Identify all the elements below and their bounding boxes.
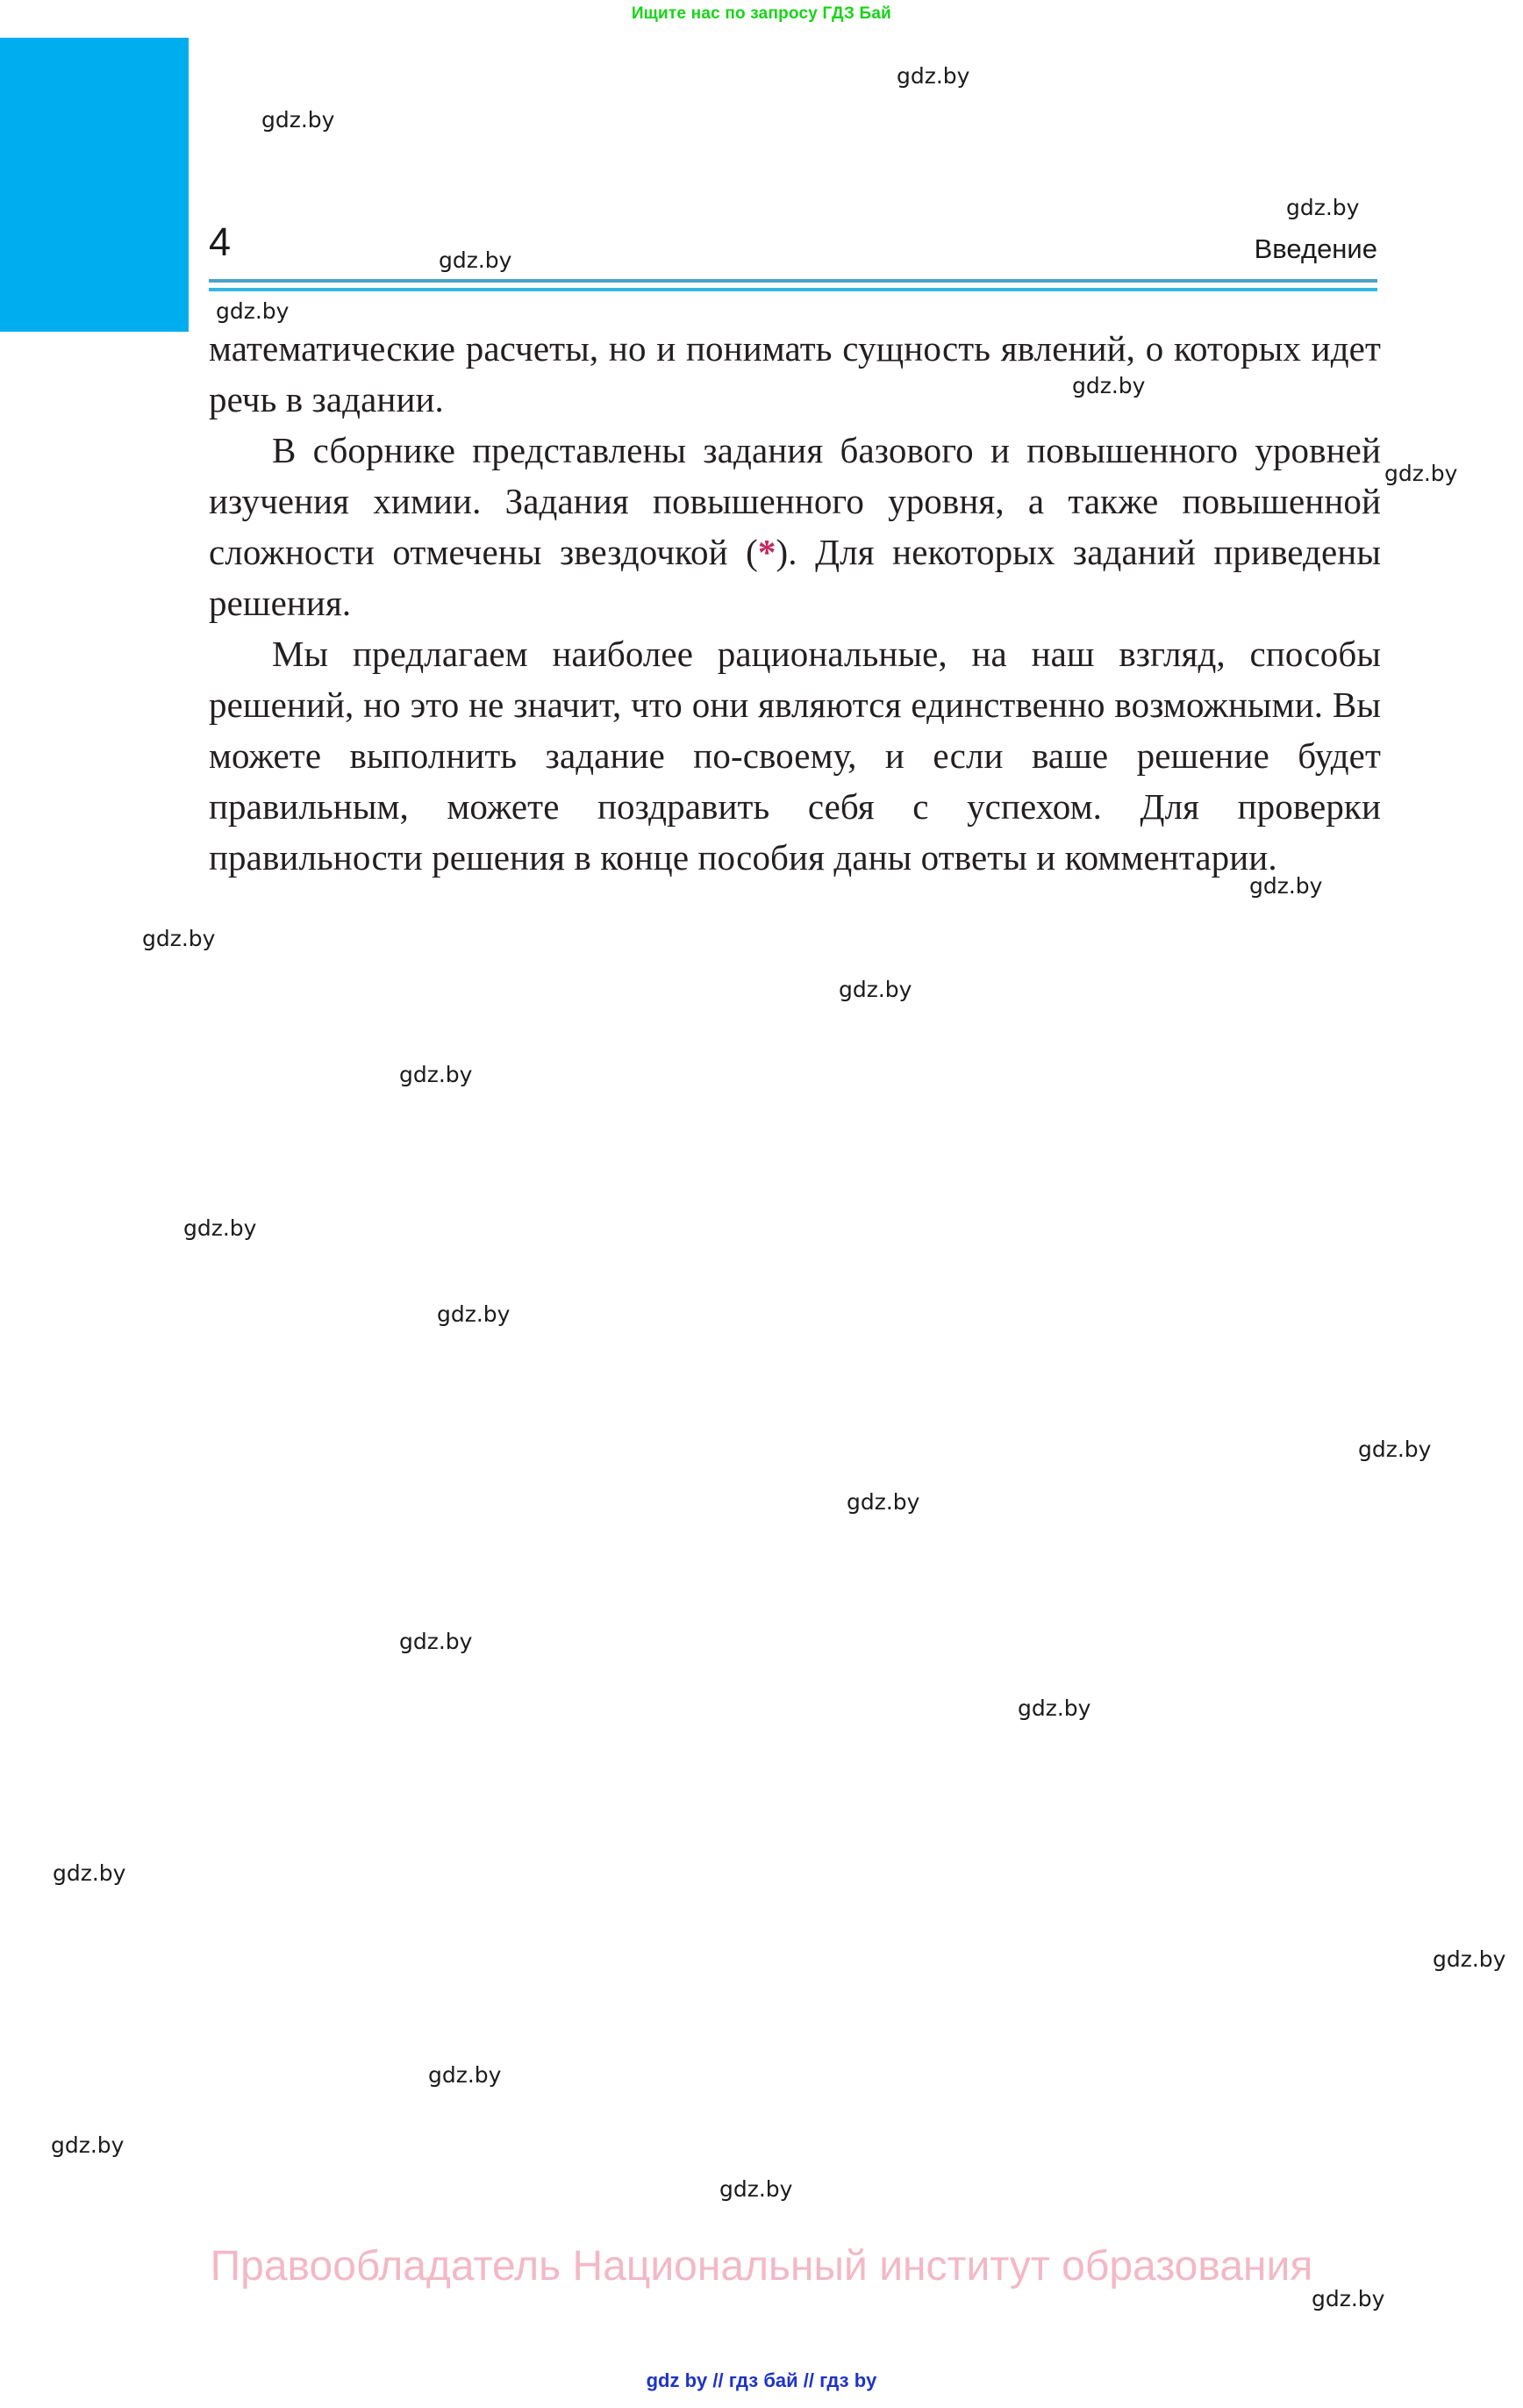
site-watermark: gdz.by <box>428 2062 502 2088</box>
site-watermark: gdz.by <box>51 2132 125 2158</box>
paragraph-2-before-star: В сборнике представлены задания базового и повышенного уровней изучения химии. Задания повышенного уровня, а также повышенной сложности отмечены звездочкой ( <box>209 430 1381 572</box>
site-watermark: gdz.by <box>439 247 512 273</box>
asterisk-marker: * <box>757 532 776 572</box>
site-watermark: gdz.by <box>1072 373 1146 398</box>
site-watermark: gdz.by <box>53 1860 126 1886</box>
site-watermark: gdz.by <box>216 298 290 324</box>
paragraph-1: математические расчеты, но и понимать сущность явлений, о которых идет речь в задании. <box>209 328 1381 419</box>
site-watermark: gdz.by <box>1018 1695 1091 1721</box>
copyright-watermark: Правообладатель Национальный институт образования <box>210 2243 1313 2290</box>
site-watermark: gdz.by <box>1249 873 1323 899</box>
running-head <box>209 219 1377 265</box>
site-watermark: gdz.by <box>399 1062 473 1087</box>
site-watermark: gdz.by <box>437 1301 511 1327</box>
site-watermark: gdz.by <box>1312 2286 1385 2311</box>
section-title: Введение <box>1254 233 1377 264</box>
site-watermark: gdz.by <box>261 107 335 133</box>
header-divider <box>209 279 1377 291</box>
promo-banner <box>0 0 1523 28</box>
decorative-blue-block <box>0 38 189 332</box>
site-watermark: gdz.by <box>399 1629 473 1654</box>
page-number: 4 <box>209 219 232 264</box>
site-watermark: gdz.by <box>1358 1437 1432 1462</box>
site-watermark: gdz.by <box>142 926 216 951</box>
site-watermark: gdz.by <box>719 2176 793 2202</box>
paragraph-2 <box>209 425 1381 628</box>
site-watermark: gdz.by <box>1433 1946 1506 1972</box>
site-watermark: gdz.by <box>839 977 912 1002</box>
site-watermark: gdz.by <box>1384 461 1458 486</box>
site-watermark: gdz.by <box>1286 195 1360 220</box>
paragraph-3: Мы предлагаем наиболее рациональные, на наш взгляд, способы решений, но это не значит, что они являются единственно возможными. Вы можете выполнить задание по-своему, и если ваше решение будет правильным, можете поздравить себя с успехом. Для проверки правильности решения в конце пособия даны ответы и комментарии. <box>209 634 1381 878</box>
footer-links: gdz by // гдз бай // гдз by <box>646 2369 877 2391</box>
promo-banner-text: Ищите нас по запросу ГДЗ Бай <box>631 4 892 23</box>
site-watermark: gdz.by <box>847 1489 920 1515</box>
body-text-column <box>209 323 1381 883</box>
site-watermark: gdz.by <box>183 1215 257 1241</box>
paragraph-2-after-star: ). Для некоторых заданий приведены решения. <box>209 532 1381 623</box>
site-watermark: gdz.by <box>897 63 970 89</box>
header-divider-line-bottom <box>209 288 1377 291</box>
